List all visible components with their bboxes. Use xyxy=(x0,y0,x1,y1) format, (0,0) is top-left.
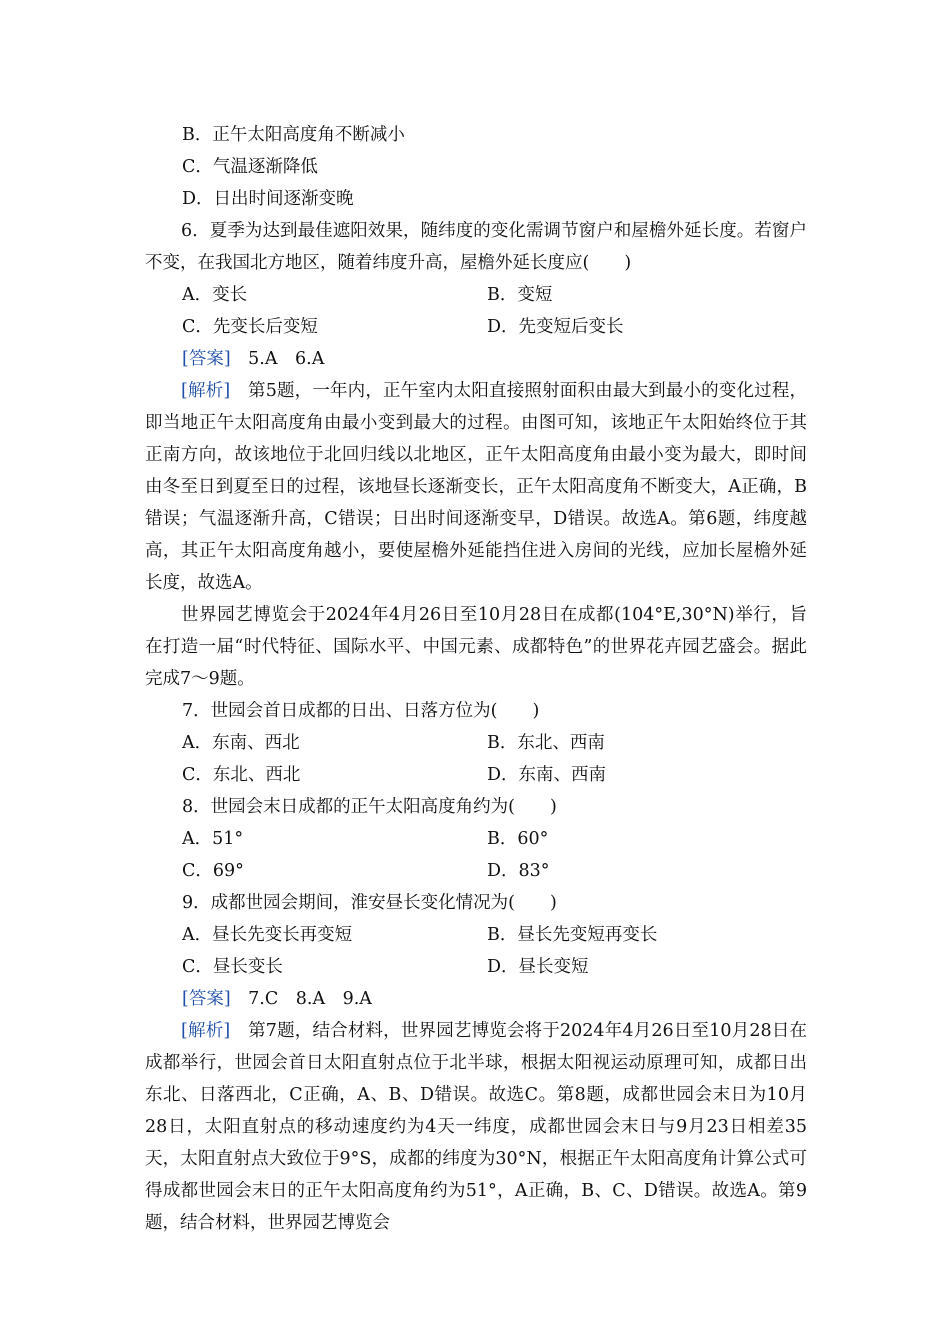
answer-text: 5.A 6.A xyxy=(230,349,325,369)
answer-tag: [答案] xyxy=(182,989,231,1009)
q7-option-a: A．东南、西北 xyxy=(182,733,300,753)
answer-tag: [答案] xyxy=(182,349,231,369)
q6-option-c: C．先变长后变短 xyxy=(182,317,318,337)
q7-options-row-1 xyxy=(145,727,807,759)
q9-option-d: D．昼长变短 xyxy=(487,957,589,977)
material-paragraph: 世界园艺博览会于2024年4月26日至10月28日在成都(104°E,30°N)举行，旨在打造一届“时代特征、国际水平、中国元素、成都特色”的世界花卉园艺盛会。据此完成7～9题。 xyxy=(145,605,807,689)
analysis-5-6 xyxy=(145,375,807,599)
q8-option-c: C．69° xyxy=(182,861,244,881)
q7-option-c: C．东北、西北 xyxy=(182,765,301,785)
q6-stem: 6．夏季为达到最佳遮阳效果，随纬度的变化需调节窗户和屋檐外延长度。若窗户不变，在我国北方地区，随着纬度升高，屋檐外延长度应( ) xyxy=(145,221,807,273)
q6-option-d: D．先变短后变长 xyxy=(487,317,624,337)
analysis-text: 第7题，结合材料，世界园艺博览会将于2024年4月26日至10月28日在成都举行，世园会首日太阳直射点位于北半球，根据太阳视运动原理可知，成都日出东北、日落西北，C正确，A、B、D错误。故选C。第8题，成都世园会末日为10月28日，太阳直射点的移动速度约为4天一纬度，成都世园会末日与9月23日相差35天，太阳直射点大致位于9°S，成都的纬度为30°N，根据正午太阳高度角计算公式可得成都世园会末日的正午太阳高度角约为51°，A正确，B、C、D错误。故选A。第9题，结合材料，世界园艺博览会 xyxy=(145,1021,808,1233)
answer-7-9 xyxy=(145,983,807,1015)
q9-stem: 9．成都世园会期间，淮安昼长变化情况为( ) xyxy=(182,893,557,913)
q7-option-b: B．东北、西南 xyxy=(487,733,605,753)
q5-option-c: C．气温逐渐降低 xyxy=(182,157,318,177)
analysis-7-9 xyxy=(145,1015,807,1239)
q8-option-d: D．83° xyxy=(487,861,550,881)
q9-option-a: A．昼长先变长再变短 xyxy=(182,925,353,945)
q5-option-d: D．日出时间逐渐变晚 xyxy=(182,189,354,209)
q7-stem: 7．世园会首日成都的日出、日落方位为( ) xyxy=(182,701,540,721)
q8-options-row-2 xyxy=(145,855,807,887)
q8-option-b: B．60° xyxy=(487,829,549,849)
analysis-tag: [解析] xyxy=(181,381,231,401)
q7-option-d: D．东南、西南 xyxy=(487,765,607,785)
q9-option-b: B．昼长先变短再变长 xyxy=(487,925,658,945)
q9-options-row-1 xyxy=(145,919,807,951)
q7-options-row-2 xyxy=(145,759,807,791)
answer-text: 7.C 8.A 9.A xyxy=(230,989,372,1009)
q6-option-b: B．变短 xyxy=(487,285,553,305)
q6-options-row-1 xyxy=(145,279,807,311)
q6-options-row-2 xyxy=(145,311,807,343)
q8-stem: 8．世园会末日成都的正午太阳高度角约为( ) xyxy=(182,797,557,817)
q8-option-a: A．51° xyxy=(182,829,244,849)
analysis-tag: [解析] xyxy=(181,1021,231,1041)
q8-options-row-1 xyxy=(145,823,807,855)
answer-5-6 xyxy=(145,343,807,375)
analysis-text: 第5题，一年内，正午室内太阳直接照射面积由最大到最小的变化过程，即当地正午太阳高度角由最小变到最大的过程。由图可知，该地正午太阳始终位于其正南方向，故该地位于北回归线以北地区，正午太阳高度角由最小变为最大，即时间由冬至日到夏至日的过程，该地昼长逐渐变长，正午太阳高度角不断变大，A正确，B错误；气温逐渐升高，C错误；日出时间逐渐变早，D错误。故选A。第6题，纬度越高，其正午太阳高度角越小，要使屋檐外延能挡住进入房间的光线，应加长屋檐外延长度，故选A。 xyxy=(145,381,807,593)
q9-option-c: C．昼长变长 xyxy=(182,957,283,977)
q6-option-a: A．变长 xyxy=(182,285,248,305)
q9-options-row-2 xyxy=(145,951,807,983)
document-page xyxy=(145,119,807,1239)
q5-option-b: B．正午太阳高度角不断减小 xyxy=(182,125,405,145)
